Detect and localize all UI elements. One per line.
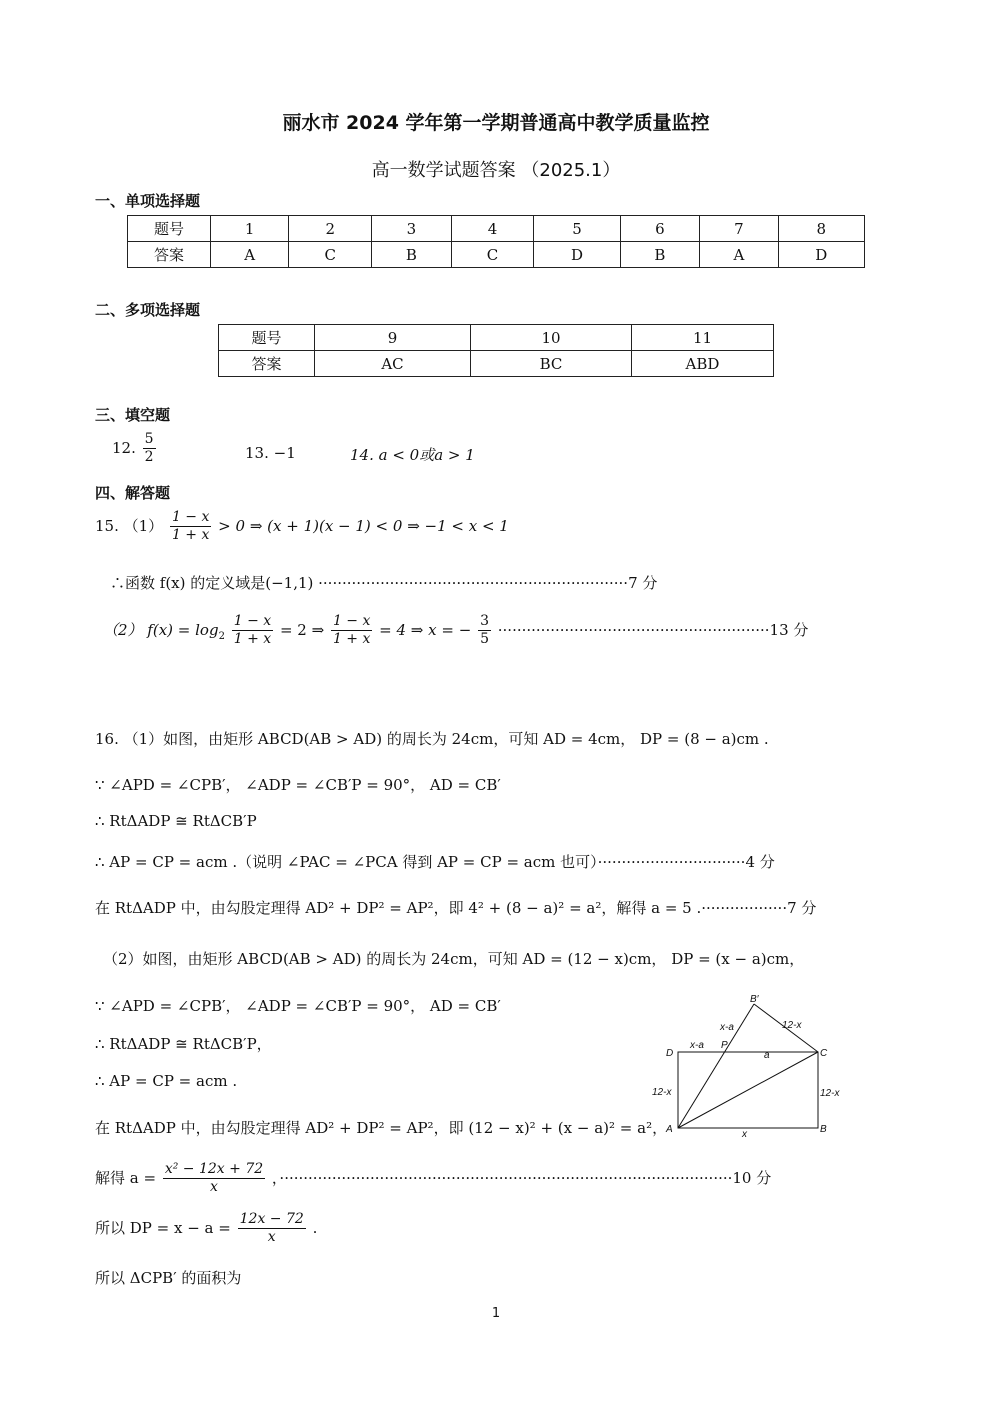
figure-label: D — [666, 1048, 674, 1059]
figure-label: B — [820, 1124, 827, 1135]
score-dots: ，·······························································································10 分 — [271, 1168, 772, 1187]
table-cell: 10 — [471, 325, 632, 351]
table-cell: 7 — [700, 216, 778, 242]
answer-12 — [112, 432, 158, 466]
table-cell: A — [211, 242, 289, 268]
figure-label: 12-x — [820, 1088, 840, 1099]
denominator: 1 + x — [233, 631, 272, 648]
table-cell: 8 — [778, 216, 864, 242]
figure-label: a — [764, 1050, 770, 1061]
denominator: 1 + x — [332, 631, 371, 648]
q16-line4: ∴ AP = CP = acm .（说明 ∠PAC = ∠PCA 得到 AP = CP = acm 也可）·······························4 分 — [95, 853, 775, 871]
table-cell: AC — [315, 351, 471, 377]
numerator: 5 — [143, 432, 156, 449]
table-cell: ABD — [632, 351, 774, 377]
q16-line1: 16. （1）如图，由矩形 ABCD(AB > AD) 的周长为 24cm，可知 AD = 4cm， DP = (8 − a)cm . — [95, 730, 769, 748]
page-number: 1 — [491, 1306, 501, 1321]
numerator: 1 − x — [170, 510, 211, 527]
multi-choice-answer-table — [218, 324, 774, 377]
q15-domain: ∴函数 f(x) 的定义域是(−1,1) ·································································7 分 — [110, 574, 658, 592]
equation-part: 解得 a = — [95, 1168, 157, 1187]
page-subtitle: 高一数学试题答案 （2025.1） — [371, 160, 621, 181]
figure-label: x — [742, 1129, 747, 1140]
row-label: 答案 — [219, 351, 315, 377]
row-label: 题号 — [219, 325, 315, 351]
q15-part1 — [95, 510, 509, 544]
table-row-answers — [128, 242, 865, 268]
table-cell: D — [534, 242, 620, 268]
q16-line13: 所以 ΔCPB′ 的面积为 — [95, 1269, 242, 1287]
fraction — [163, 1162, 265, 1196]
table-cell: 11 — [632, 325, 774, 351]
page-title: 丽水市 2024 学年第一学期普通高中教学质量监控 — [282, 112, 710, 134]
table-cell: C — [289, 242, 372, 268]
answer-12-label: 12. — [112, 438, 136, 457]
denominator: 5 — [480, 631, 489, 648]
denominator: 1 + x — [171, 527, 210, 544]
q16-line8: ∴ RtΔADP ≅ RtΔCB′P， — [95, 1035, 272, 1053]
row-label: 答案 — [128, 242, 211, 268]
fraction — [143, 432, 156, 466]
row-label: 题号 — [128, 216, 211, 242]
fraction — [238, 1212, 306, 1246]
table-cell: 9 — [315, 325, 471, 351]
table-cell: 6 — [620, 216, 700, 242]
q15-part2-prefix: （2） f(x) = log — [103, 620, 219, 639]
figure-label: x-a — [690, 1040, 704, 1051]
table-cell: 5 — [534, 216, 620, 242]
numerator: x² − 12x + 72 — [163, 1162, 265, 1179]
q16-line5: 在 RtΔADP 中，由勾股定理得 AD² + DP² = AP²，即 4² + (8 − a)² = a²，解得 a = 5 .··················7 分 — [95, 899, 817, 917]
table-cell: 4 — [451, 216, 534, 242]
table-cell: D — [778, 242, 864, 268]
numerator: 12x − 72 — [238, 1212, 306, 1229]
rectangle-fold-figure — [640, 990, 860, 1140]
q15-inequality: > 0 ⇒ (x + 1)(x − 1) < 0 ⇒ −1 < x < 1 — [218, 516, 509, 535]
fraction — [170, 510, 211, 544]
figure-label: x-a — [720, 1022, 734, 1033]
answer-13: 13. −1 — [245, 444, 296, 462]
table-row-numbers — [128, 216, 865, 242]
q16-line7: ∵ ∠APD = ∠CPB′， ∠ADP = ∠CB′P = 90°， AD = CB′ — [95, 997, 501, 1015]
q15-label: 15. （1） — [95, 516, 164, 535]
answer-14: 14. a < 0或a > 1 — [350, 446, 475, 464]
table-cell: A — [700, 242, 778, 268]
table-cell: C — [451, 242, 534, 268]
numerator: 1 − x — [331, 614, 372, 631]
table-cell: 3 — [372, 216, 452, 242]
diagonal-ac — [678, 1052, 818, 1128]
log-base: 2 — [218, 630, 225, 642]
table-cell: 1 — [211, 216, 289, 242]
figure-label: A — [666, 1124, 673, 1135]
q16-line9: ∴ AP = CP = acm . — [95, 1072, 238, 1090]
section1-heading: 一、单项选择题 — [95, 192, 201, 210]
segment-ab-prime — [678, 1004, 754, 1128]
table-cell: 2 — [289, 216, 372, 242]
q16-line2: ∵ ∠APD = ∠CPB′， ∠ADP = ∠CB′P = 90°， AD = CB′ — [95, 776, 501, 794]
denominator: 2 — [144, 449, 154, 466]
score-dots: ·························································13 分 — [497, 620, 809, 639]
equation-part: = 2 ⇒ — [279, 620, 325, 639]
q16-line11 — [95, 1162, 771, 1196]
figure-label: B′ — [750, 994, 759, 1005]
q16-line12 — [95, 1212, 317, 1246]
equation-part: = 4 ⇒ x = − — [379, 620, 472, 639]
q16-line6: （2）如图，由矩形 ABCD(AB > AD) 的周长为 24cm，可知 AD = (12 − x)cm， DP = (x − a)cm， — [103, 950, 805, 968]
numerator: 1 − x — [232, 614, 273, 631]
q15-part2 — [103, 614, 808, 648]
figure-label: C — [820, 1048, 828, 1059]
fraction — [331, 614, 372, 648]
denominator: x — [267, 1229, 276, 1246]
equation-part: . — [312, 1218, 318, 1237]
fraction — [478, 614, 491, 648]
figure-label: P — [721, 1040, 728, 1051]
section2-heading: 二、多项选择题 — [95, 301, 201, 319]
q16-line3: ∴ RtΔADP ≅ RtΔCB′P — [95, 812, 257, 830]
single-choice-answer-table — [127, 215, 865, 268]
table-cell: B — [372, 242, 452, 268]
section4-heading: 四、解答题 — [95, 484, 171, 502]
table-cell: BC — [471, 351, 632, 377]
table-row-numbers — [219, 325, 774, 351]
numerator: 3 — [478, 614, 491, 631]
table-row-answers — [219, 351, 774, 377]
figure-label: 12-x — [782, 1020, 802, 1031]
table-cell: B — [620, 242, 700, 268]
denominator: x — [210, 1179, 218, 1196]
q16-line10: 在 RtΔADP 中，由勾股定理得 AD² + DP² = AP²，即 (12 − x)² + (x − a)² = a²， — [95, 1119, 668, 1137]
equation-part: 所以 DP = x − a = — [95, 1218, 231, 1237]
fraction — [232, 614, 273, 648]
figure-label: 12-x — [652, 1087, 672, 1098]
section3-heading: 三、填空题 — [95, 406, 171, 424]
